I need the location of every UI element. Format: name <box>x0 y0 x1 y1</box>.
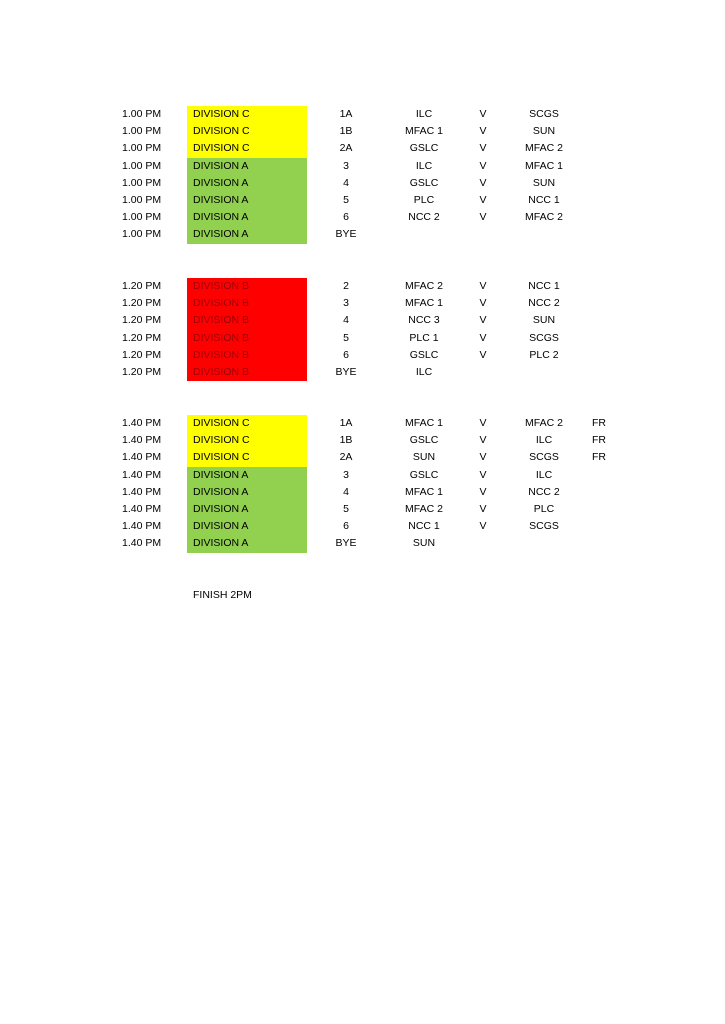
versus-cell: V <box>479 193 487 206</box>
time-cell: 1.40 PM <box>122 468 162 481</box>
home-team-cell: GSLC <box>409 434 439 447</box>
time-cell: 1.20 PM <box>122 348 162 361</box>
fixture-row <box>118 175 618 192</box>
court-cell: 5 <box>343 502 349 515</box>
fixture-row <box>118 295 618 312</box>
division-cell: DIVISION A <box>187 484 307 501</box>
division-cell: DIVISION B <box>187 278 307 295</box>
note-cell <box>584 501 614 518</box>
fixture-row <box>118 278 618 295</box>
away-team-cell: SCGS <box>529 520 559 533</box>
time-cell: 1.20 PM <box>122 280 162 292</box>
note-cell <box>584 312 614 329</box>
fixture-row <box>118 501 618 518</box>
note-cell <box>584 295 614 312</box>
home-team-cell: MFAC 1 <box>405 125 443 138</box>
note-cell <box>584 106 614 123</box>
away-team-cell: PLC <box>533 502 555 515</box>
versus-cell: V <box>479 280 487 292</box>
home-team-cell <box>388 226 460 243</box>
away-team-cell <box>508 535 580 552</box>
fixture-row <box>118 209 618 226</box>
versus-cell: V <box>479 417 487 429</box>
note-cell <box>584 158 614 175</box>
versus-cell: V <box>479 348 487 361</box>
away-team-cell: NCC 2 <box>528 297 560 310</box>
court-cell: 3 <box>343 468 349 481</box>
versus-cell: V <box>479 520 487 533</box>
versus-cell: V <box>479 314 487 327</box>
fixture-row <box>118 192 618 209</box>
versus-cell <box>473 364 493 381</box>
court-cell: 6 <box>343 520 349 533</box>
home-team-cell: MFAC 2 <box>405 280 443 292</box>
fixture-row <box>118 518 618 535</box>
away-team-cell: SUN <box>532 314 556 327</box>
division-cell: DIVISION A <box>187 192 307 209</box>
note-cell <box>584 192 614 209</box>
away-team-cell <box>508 364 580 381</box>
division-cell: DIVISION A <box>187 158 307 175</box>
away-team-cell: NCC 1 <box>528 280 560 292</box>
note-cell <box>584 209 614 226</box>
timeslot-block-1320 <box>118 278 618 381</box>
fixture-row <box>118 535 618 552</box>
court-cell: 5 <box>343 193 349 206</box>
court-cell: 2A <box>339 451 353 464</box>
division-cell: DIVISION C <box>187 106 307 123</box>
division-cell: DIVISION C <box>187 449 307 466</box>
home-team-cell: GSLC <box>409 142 439 155</box>
versus-cell: V <box>479 468 487 481</box>
note-cell: FR <box>592 417 606 429</box>
versus-cell <box>473 535 493 552</box>
note-cell <box>584 278 614 295</box>
fixture-row <box>118 123 618 140</box>
court-cell: 4 <box>343 485 349 498</box>
division-cell: DIVISION C <box>187 140 307 157</box>
finish-note: FINISH 2PM <box>193 589 252 601</box>
away-team-cell: MFAC 2 <box>525 417 563 429</box>
timeslot-block-1340 <box>118 415 618 553</box>
away-team-cell: PLC 2 <box>529 348 559 361</box>
time-cell: 1.00 PM <box>122 108 162 120</box>
court-cell: 6 <box>343 211 349 224</box>
versus-cell: V <box>479 211 487 224</box>
home-team-cell: SUN <box>412 451 436 464</box>
away-team-cell: SUN <box>532 125 556 138</box>
division-cell: DIVISION B <box>187 347 307 364</box>
note-cell: FR <box>592 451 606 464</box>
fixture-row <box>118 415 618 432</box>
away-team-cell <box>508 226 580 243</box>
home-team-cell: PLC 1 <box>409 331 439 344</box>
note-cell <box>584 140 614 157</box>
versus-cell: V <box>479 434 487 447</box>
court-cell: BYE <box>335 228 357 241</box>
time-cell: 1.20 PM <box>122 297 162 310</box>
time-cell: 1.40 PM <box>122 537 162 550</box>
court-cell: 1B <box>339 125 353 138</box>
fixture-row <box>118 467 618 484</box>
away-team-cell: NCC 2 <box>528 485 560 498</box>
fixture-row <box>118 449 618 466</box>
division-cell: DIVISION A <box>187 467 307 484</box>
division-cell: DIVISION B <box>187 312 307 329</box>
division-cell: DIVISION A <box>187 209 307 226</box>
away-team-cell: ILC <box>535 468 553 481</box>
fixture-row <box>118 158 618 175</box>
time-cell: 1.00 PM <box>122 228 162 241</box>
fixture-row <box>118 364 618 381</box>
division-cell: DIVISION A <box>187 226 307 243</box>
court-cell: 3 <box>343 159 349 172</box>
versus-cell: V <box>479 485 487 498</box>
time-cell: 1.00 PM <box>122 159 162 172</box>
away-team-cell: SUN <box>532 176 556 189</box>
time-cell: 1.00 PM <box>122 211 162 224</box>
fixture-row <box>118 484 618 501</box>
away-team-cell: MFAC 1 <box>525 159 563 172</box>
division-cell: DIVISION A <box>187 535 307 552</box>
division-cell: DIVISION B <box>187 364 307 381</box>
division-cell: DIVISION A <box>187 501 307 518</box>
versus-cell: V <box>479 297 487 310</box>
court-cell: 1B <box>339 434 353 447</box>
note-cell <box>584 484 614 501</box>
note-cell <box>584 535 614 552</box>
home-team-cell: MFAC 2 <box>405 502 443 515</box>
home-team-cell: MFAC 1 <box>405 297 443 310</box>
fixture-row <box>118 226 618 243</box>
time-cell: 1.20 PM <box>122 314 162 327</box>
fixture-row <box>118 140 618 157</box>
time-cell: 1.00 PM <box>122 125 162 138</box>
division-cell: DIVISION B <box>187 330 307 347</box>
court-cell: 5 <box>343 331 349 344</box>
court-cell: BYE <box>335 365 357 378</box>
fixture-row <box>118 347 618 364</box>
division-cell: DIVISION A <box>187 518 307 535</box>
home-team-cell: ILC <box>415 108 433 120</box>
home-team-cell: MFAC 1 <box>405 417 443 429</box>
home-team-cell: NCC 3 <box>408 314 440 327</box>
home-team-cell: ILC <box>415 365 433 378</box>
home-team-cell: NCC 1 <box>408 520 440 533</box>
time-cell: 1.40 PM <box>122 520 162 533</box>
versus-cell: V <box>479 125 487 138</box>
fixture-row <box>118 330 618 347</box>
note-cell <box>584 330 614 347</box>
division-cell: DIVISION A <box>187 175 307 192</box>
time-cell: 1.20 PM <box>122 365 162 378</box>
court-cell: 1A <box>339 108 353 120</box>
away-team-cell: NCC 1 <box>528 193 560 206</box>
home-team-cell: ILC <box>415 159 433 172</box>
away-team-cell: SCGS <box>529 451 559 464</box>
away-team-cell: MFAC 2 <box>525 211 563 224</box>
away-team-cell: MFAC 2 <box>525 142 563 155</box>
time-cell: 1.20 PM <box>122 331 162 344</box>
court-cell: 3 <box>343 297 349 310</box>
division-cell: DIVISION C <box>187 415 307 432</box>
home-team-cell: SUN <box>412 537 436 550</box>
home-team-cell: GSLC <box>409 468 439 481</box>
away-team-cell: ILC <box>535 434 553 447</box>
note-cell <box>584 175 614 192</box>
note-cell <box>584 226 614 243</box>
note-cell <box>584 518 614 535</box>
court-cell: 2A <box>339 142 353 155</box>
home-team-cell: MFAC 1 <box>405 485 443 498</box>
versus-cell: V <box>479 451 487 464</box>
versus-cell: V <box>479 176 487 189</box>
home-team-cell: GSLC <box>409 176 439 189</box>
home-team-cell: NCC 2 <box>408 211 440 224</box>
court-cell: 6 <box>343 348 349 361</box>
versus-cell: V <box>479 108 487 120</box>
versus-cell: V <box>479 502 487 515</box>
note-cell <box>584 123 614 140</box>
time-cell: 1.40 PM <box>122 485 162 498</box>
time-cell: 1.40 PM <box>122 417 162 429</box>
versus-cell: V <box>479 159 487 172</box>
time-cell: 1.40 PM <box>122 502 162 515</box>
time-cell: 1.40 PM <box>122 434 162 447</box>
versus-cell: V <box>479 142 487 155</box>
note-cell <box>584 364 614 381</box>
note-cell: FR <box>592 434 606 447</box>
court-cell: 2 <box>343 280 349 292</box>
away-team-cell: SCGS <box>529 331 559 344</box>
home-team-cell: GSLC <box>409 348 439 361</box>
time-cell: 1.40 PM <box>122 451 162 464</box>
court-cell: 1A <box>339 417 353 429</box>
fixture-row <box>118 106 618 123</box>
home-team-cell: PLC <box>413 193 435 206</box>
versus-cell: V <box>479 331 487 344</box>
timeslot-block-1300 <box>118 106 618 244</box>
court-cell: BYE <box>335 537 357 550</box>
away-team-cell: SCGS <box>529 108 559 120</box>
versus-cell <box>473 226 493 243</box>
fixture-row <box>118 312 618 329</box>
time-cell: 1.00 PM <box>122 176 162 189</box>
court-cell: 4 <box>343 176 349 189</box>
division-cell: DIVISION C <box>187 123 307 140</box>
time-cell: 1.00 PM <box>122 193 162 206</box>
fixture-row <box>118 432 618 449</box>
note-cell <box>584 347 614 364</box>
division-cell: DIVISION B <box>187 295 307 312</box>
court-cell: 4 <box>343 314 349 327</box>
note-cell <box>584 467 614 484</box>
division-cell: DIVISION C <box>187 432 307 449</box>
time-cell: 1.00 PM <box>122 142 162 155</box>
